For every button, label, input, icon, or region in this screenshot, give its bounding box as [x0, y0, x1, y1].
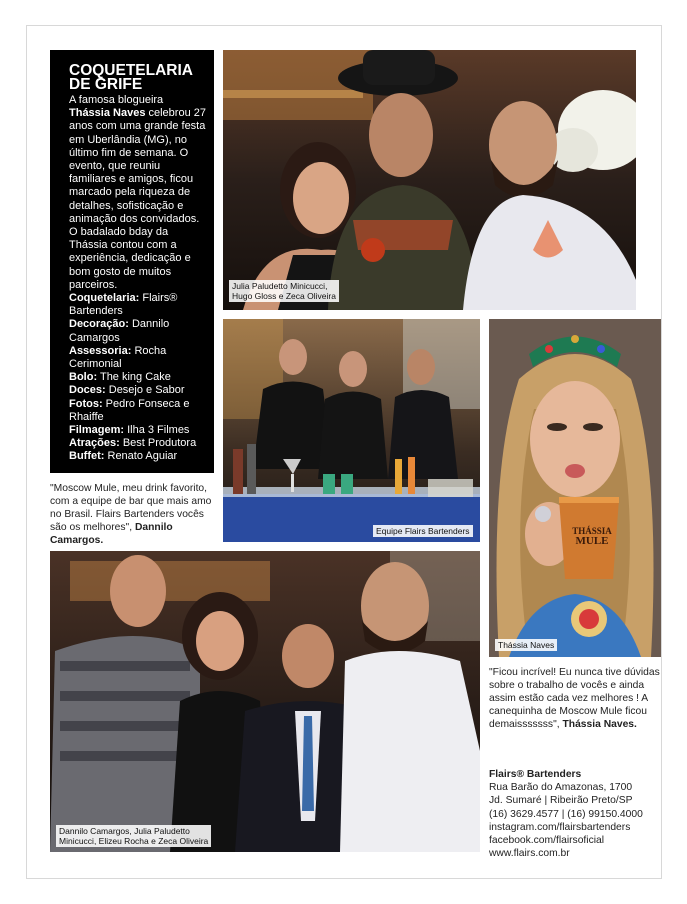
credit-row: Doces: Desejo e Sabor: [69, 384, 185, 397]
article-sidebar: [50, 50, 214, 473]
credit-row: Coquetelaria: Flairs® Bartenders: [69, 292, 178, 318]
contact-name: Flairs® Bartenders: [489, 769, 582, 780]
contact-website-link[interactable]: www.flairs.com.br: [489, 848, 570, 860]
photo-thassia: [489, 319, 661, 657]
contact-facebook-link[interactable]: facebook.com/flairsoficial: [489, 835, 605, 847]
quote-author: Thássia Naves.: [562, 719, 637, 730]
cup-logo: THÁSSIA MULE: [572, 526, 612, 547]
credit-row: Atrações: Best Produtora: [69, 437, 197, 450]
credit-row: Filmagem: Ilha 3 Filmes: [69, 424, 190, 437]
credit-row: Assessoria: Rocha Cerimonial: [69, 344, 167, 371]
contact-address-line: Jd. Sumaré | Ribeirão Preto/SP: [489, 795, 633, 807]
photo-bartenders: [223, 319, 480, 542]
photo-top-trio: [223, 50, 636, 310]
contact-phone: (16) 3629.4577 | (16) 99150.4000: [489, 808, 643, 820]
article-intro: A famosa blogueira Thássia Naves celebrou 27 anos com uma grande festa em Uberlândia (MG), no último fim de semana. O evento, que reuniu familiares e amigos, ficou marcado pela riqueza de detalhes, sofisticação e animação dos convidados. O badalado bday da Thássia contou com a experiência, dedicação e bom gosto de muitos parceiros.: [69, 94, 206, 291]
photo-caption: Julia Paludetto Minicucci, Hugo Gloss e Zeca Oliveira: [229, 280, 339, 302]
photo-caption: Thássia Naves: [495, 639, 557, 651]
credit-row: Buffet: Renato Aguiar: [69, 450, 178, 463]
credit-row: Fotos: Pedro Fonseca e Rhaiffe: [69, 397, 190, 423]
bartenders-photo-image: [223, 319, 480, 542]
contact-address-line: Rua Barão do Amazonas, 1700: [489, 782, 633, 794]
photo-group: [50, 551, 480, 852]
group-photo-image: [50, 551, 480, 852]
quote-thassia: "Ficou incrível! Eu nunca tive dúvidas sobre o trabalho de vocês e ainda assim estão cada vez melhores ! A canequinha de Moscow Mule ficou demaisssssss", Thássia Naves.: [489, 667, 660, 730]
party-photo-image: [223, 50, 636, 310]
article-title: COQUETELARIA DE GRIFE: [69, 62, 193, 93]
contact-block: [489, 768, 661, 860]
photo-caption: Dannilo Camargos, Julia Paludetto Minicucci, Elizeu Rocha e Zeca Oliveira: [56, 825, 211, 847]
credit-row: Decoração: Dannilo Camargos: [69, 318, 170, 344]
contact-instagram-link[interactable]: instagram.com/flairsbartenders: [489, 821, 631, 833]
quote-dannilo: "Moscow Mule, meu drink favorito, com a equipe de bar que mais amo no Brasil. Flairs Bartenders vocês são os melhores", Dannilo Camargos.: [50, 483, 212, 546]
thassia-photo-image: [489, 319, 661, 657]
credit-row: Bolo: The king Cake: [69, 371, 171, 384]
photo-caption: Equipe Flairs Bartenders: [373, 525, 473, 537]
credits-list: [69, 292, 206, 464]
quote-author: Dannilo Camargos.: [50, 522, 173, 546]
intro-highlight-name: Thássia Naves: [69, 107, 146, 120]
